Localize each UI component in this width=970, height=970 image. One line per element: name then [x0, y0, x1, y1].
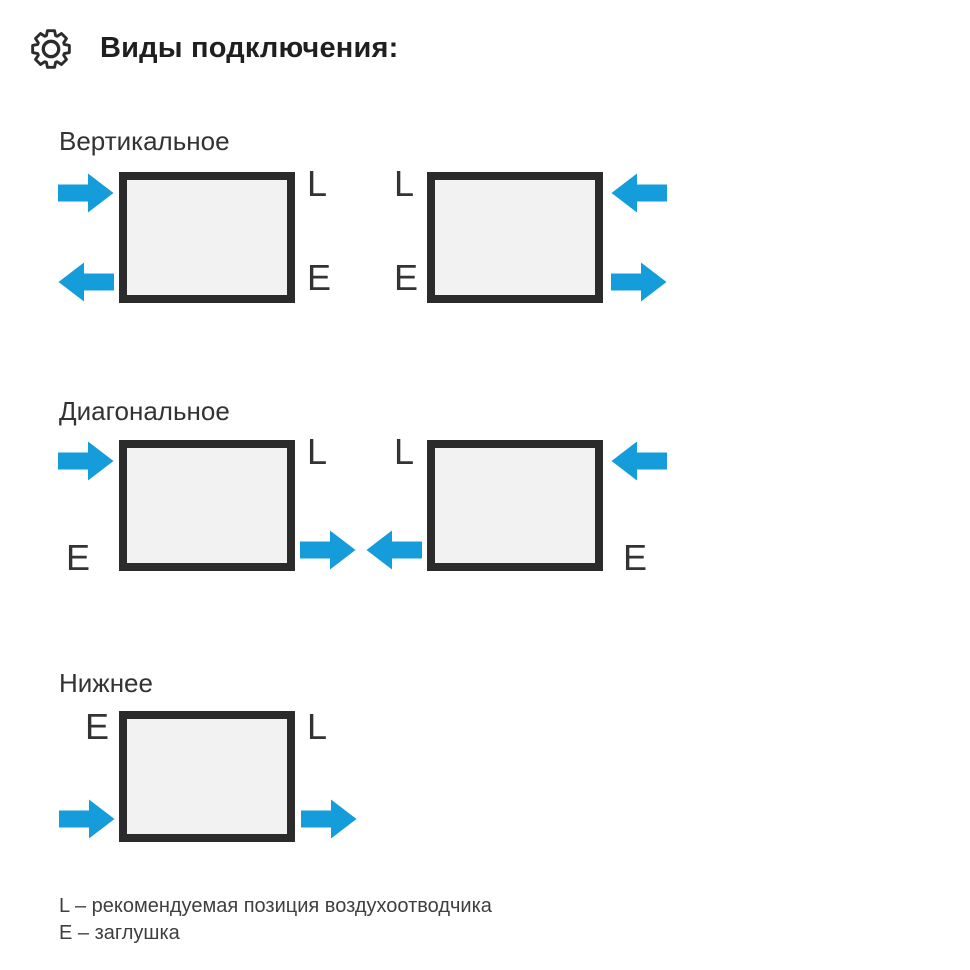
radiator-box: [427, 440, 603, 571]
arrow-right-icon: [59, 799, 115, 839]
air-vent-position-label: L: [307, 706, 328, 747]
plug-label: E: [307, 257, 332, 298]
arrow-left-icon: [611, 173, 667, 213]
arrow-right-icon: [58, 441, 114, 481]
plug-label: E: [394, 257, 419, 298]
arrow-right-icon: [300, 530, 356, 570]
page-title: Виды подключения:: [100, 32, 399, 64]
radiator-box: [427, 172, 603, 303]
radiator-box: [119, 440, 295, 571]
radiator-box: [119, 172, 295, 303]
plug-label: E: [623, 537, 648, 578]
arrow-right-icon: [611, 262, 667, 302]
arrow-left-icon: [58, 262, 114, 302]
legend: [59, 893, 492, 947]
air-vent-position-label: L: [394, 163, 415, 204]
arrow-left-icon: [611, 441, 667, 481]
section-title: Нижнее: [59, 668, 153, 698]
section-title: Вертикальное: [59, 126, 230, 156]
plug-label: E: [66, 537, 91, 578]
air-vent-position-label: L: [307, 431, 328, 472]
legend-line: L – рекомендуемая позиция воздухоотводчика: [59, 895, 492, 917]
air-vent-position-label: L: [307, 163, 328, 204]
gear-icon: [29, 27, 73, 71]
arrow-right-icon: [301, 799, 357, 839]
arrow-left-icon: [366, 530, 422, 570]
arrow-right-icon: [58, 173, 114, 213]
plug-label: E: [85, 706, 110, 747]
section-title: Диагональное: [59, 396, 230, 426]
legend-line: E – заглушка: [59, 922, 180, 944]
air-vent-position-label: L: [394, 431, 415, 472]
radiator-box: [119, 711, 295, 842]
